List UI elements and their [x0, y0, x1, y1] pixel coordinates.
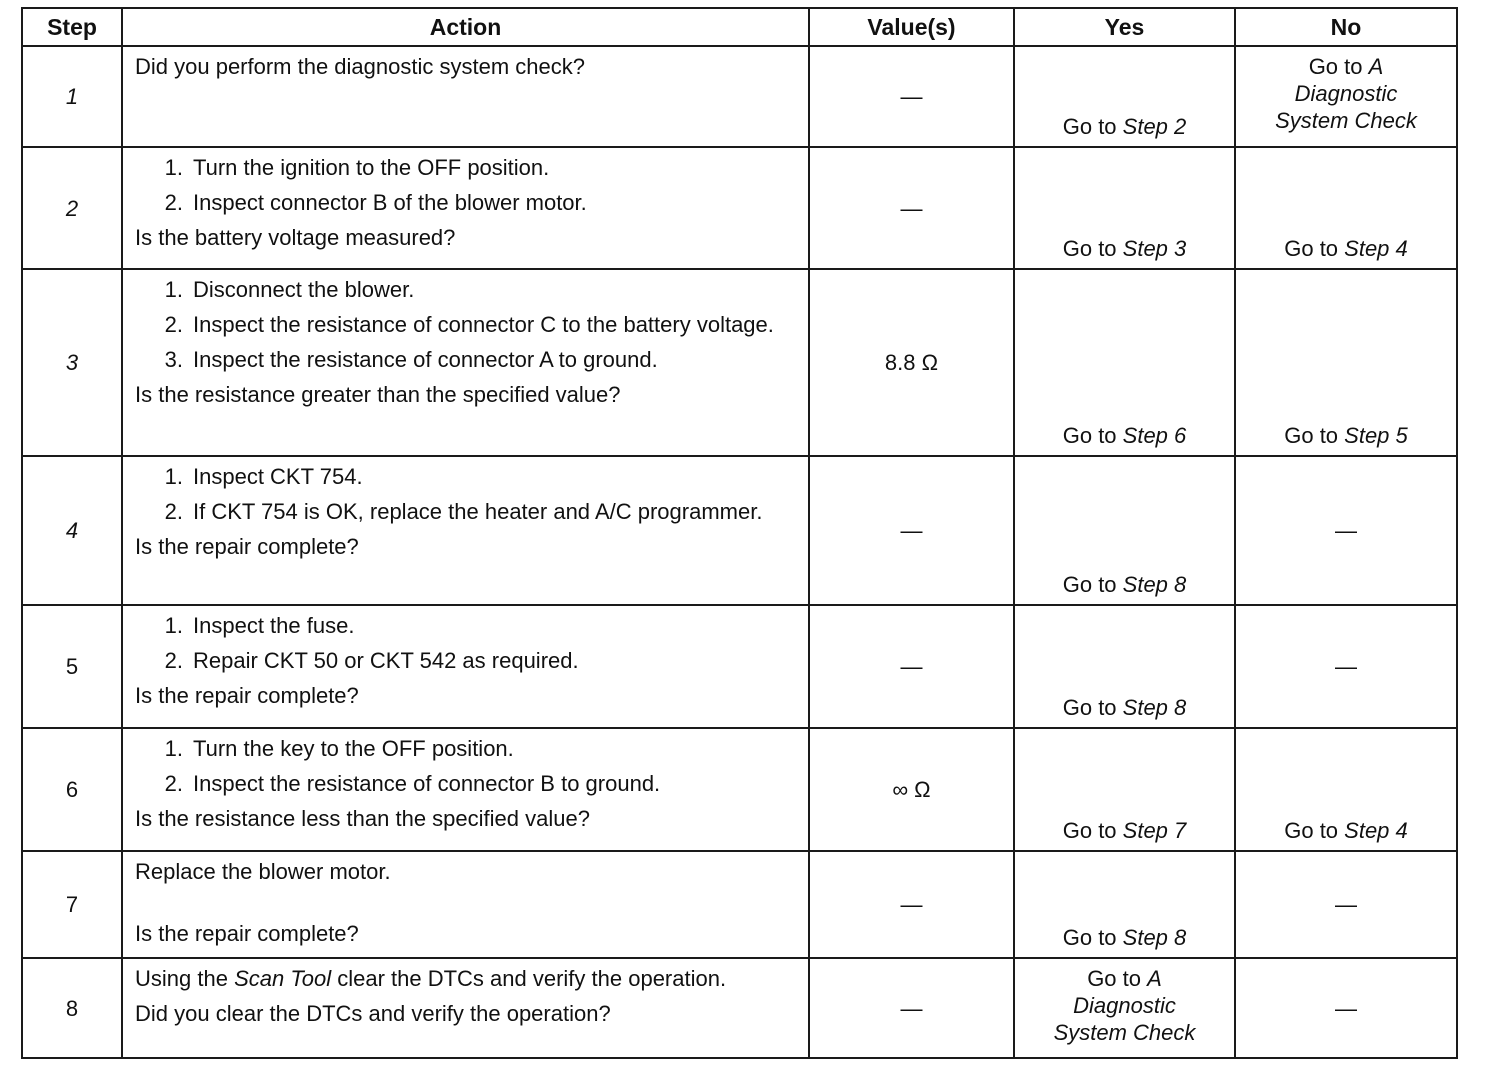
table-row: [22, 851, 1457, 958]
action-cell: [122, 456, 809, 605]
list-item: 1. Disconnect the blower.: [164, 277, 415, 302]
action-cell: [122, 958, 809, 1058]
action-question: Is the repair complete?: [135, 921, 359, 946]
no-cell: —: [1235, 958, 1457, 1058]
action-question: Is the resistance greater than the specified value?: [135, 382, 621, 407]
table-row: [22, 728, 1457, 851]
action-cell: [122, 147, 809, 269]
goto-diagnostic-link[interactable]: Go to A Diagnostic System Check: [1053, 965, 1196, 1045]
action-cell: [122, 851, 809, 958]
action-question: Is the resistance less than the specified value?: [135, 806, 590, 831]
yes-cell: Go to Step 8: [1014, 605, 1235, 728]
list-item: 2. Inspect the resistance of connector C to the battery voltage.: [164, 312, 774, 337]
no-cell: —: [1235, 605, 1457, 728]
yes-cell: [1014, 46, 1235, 147]
action-cell: [122, 605, 809, 728]
action-text: Using the Scan Tool clear the DTCs and verify the operation.: [135, 966, 727, 991]
action-question: Is the repair complete?: [135, 683, 359, 708]
goto-prefix: Go to: [1062, 114, 1123, 139]
goto-step-link[interactable]: Step 2: [1122, 114, 1187, 139]
yes-cell: Go to Step 7: [1014, 728, 1235, 851]
header-yes: Yes: [1014, 8, 1235, 46]
step-number: 2: [22, 147, 122, 269]
no-cell: Go to Step 4: [1235, 728, 1457, 851]
no-cell: —: [1235, 851, 1457, 958]
goto-step-link[interactable]: Step 8: [1122, 572, 1187, 597]
header-action: Action: [122, 8, 809, 46]
table-row: [22, 456, 1457, 605]
no-cell: —: [1235, 456, 1457, 605]
goto-step-link[interactable]: Step 4: [1344, 818, 1408, 843]
header-row: [22, 8, 1457, 46]
yes-cell: Go to Step 3: [1014, 147, 1235, 269]
yes-cell: [1014, 958, 1235, 1058]
goto-step-link[interactable]: Step 3: [1122, 236, 1187, 261]
table-row: [22, 46, 1457, 147]
list-item: 2. Repair CKT 50 or CKT 542 as required.: [164, 648, 579, 673]
header-values: Value(s): [809, 8, 1014, 46]
table-row: [22, 605, 1457, 728]
table-row: [22, 958, 1457, 1058]
goto-step-link[interactable]: Step 5: [1344, 423, 1408, 448]
value-cell: —: [809, 46, 1014, 147]
step-number: 5: [22, 605, 122, 728]
goto-step-link[interactable]: Step 7: [1122, 818, 1187, 843]
action-cell: [122, 46, 809, 147]
goto-prefix: Go to: [1308, 54, 1369, 79]
yes-cell: Go to Step 6: [1014, 269, 1235, 456]
action-question: Did you clear the DTCs and verify the operation?: [135, 1001, 611, 1026]
action-question: Is the battery voltage measured?: [135, 225, 456, 250]
table-row: [22, 269, 1457, 456]
value-cell: 8.8 Ω: [809, 269, 1014, 456]
step-number: 3: [22, 269, 122, 456]
list-item: 3. Inspect the resistance of connector A to ground.: [164, 347, 658, 372]
value-cell: ∞ Ω: [809, 728, 1014, 851]
action-text: Did you perform the diagnostic system check?: [135, 54, 585, 79]
header-no: No: [1235, 8, 1457, 46]
goto-diagnostic-link[interactable]: [1236, 53, 1456, 134]
step-number: 1: [22, 46, 122, 147]
value-cell: —: [809, 851, 1014, 958]
step-number: 6: [22, 728, 122, 851]
list-item: 1. Turn the ignition to the OFF position.: [164, 155, 550, 180]
action-text: Replace the blower motor.: [135, 859, 391, 884]
value-cell: —: [809, 958, 1014, 1058]
list-item: 1. Inspect CKT 754.: [164, 464, 363, 489]
list-item: 2. Inspect connector B of the blower motor.: [164, 190, 587, 215]
goto-target-line2: Diagnostic: [1294, 81, 1398, 106]
no-cell: Go to Step 5: [1235, 269, 1457, 456]
goto-step-link[interactable]: Step 8: [1122, 925, 1187, 950]
goto-step-link[interactable]: Step 8: [1122, 695, 1187, 720]
yes-cell: Go to Step 8: [1014, 456, 1235, 605]
no-cell: Go to Step 4: [1235, 147, 1457, 269]
goto-target-a: A: [1368, 54, 1384, 79]
goto-step-link[interactable]: Step 6: [1122, 423, 1187, 448]
action-cell: [122, 728, 809, 851]
goto-target-line3: System Check: [1275, 108, 1417, 133]
list-item: 2. Inspect the resistance of connector B to ground.: [164, 771, 661, 796]
goto-step-link[interactable]: Step 4: [1344, 236, 1408, 261]
diagnostic-table: [21, 7, 1458, 1059]
list-item: 1. Inspect the fuse.: [164, 613, 355, 638]
table-row: [22, 147, 1457, 269]
no-cell: [1235, 46, 1457, 147]
step-number: 7: [22, 851, 122, 958]
value-cell: —: [809, 147, 1014, 269]
action-question: Is the repair complete?: [135, 534, 359, 559]
yes-cell: Go to Step 8: [1014, 851, 1235, 958]
step-number: 8: [22, 958, 122, 1058]
value-cell: —: [809, 605, 1014, 728]
action-cell: [122, 269, 809, 456]
list-item: 1. Turn the key to the OFF position.: [164, 736, 514, 761]
scan-tool-term: Scan Tool: [234, 966, 332, 991]
list-item: 2. If CKT 754 is OK, replace the heater and A/C programmer.: [164, 499, 763, 524]
step-number: 4: [22, 456, 122, 605]
header-step: Step: [22, 8, 122, 46]
value-cell: —: [809, 456, 1014, 605]
